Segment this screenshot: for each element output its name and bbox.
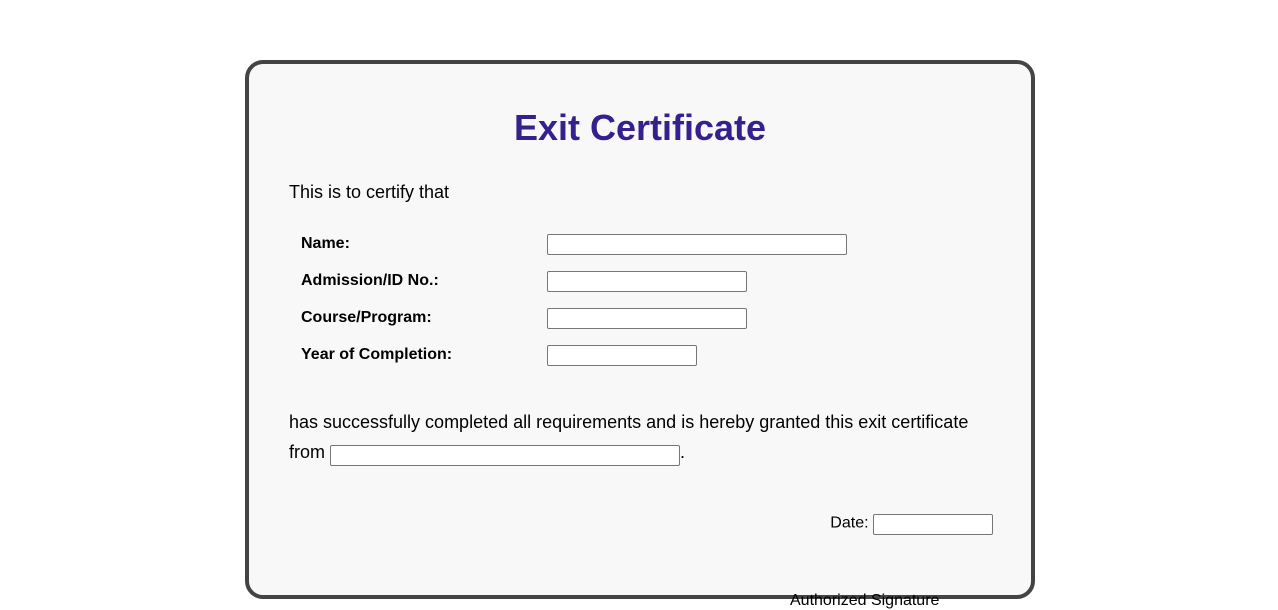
- statement-period: .: [680, 442, 686, 462]
- date-label: Date:: [830, 514, 869, 532]
- course-program-input[interactable]: [547, 308, 747, 329]
- statement-paragraph: [289, 407, 969, 467]
- date-group: [830, 514, 993, 535]
- statement-text: has successfully completed all requirements and is hereby granted this exit certificate from: [289, 412, 969, 462]
- certificate-title: Exit Certificate: [513, 107, 767, 148]
- admission-id-label: Admission/ID No.:: [301, 272, 439, 289]
- signature-label: Authorized Signature: [790, 592, 940, 609]
- certificate-card: [245, 60, 1035, 599]
- year-of-completion-label: Year of Completion:: [301, 346, 453, 363]
- name-input[interactable]: [547, 234, 847, 255]
- name-label: Name:: [301, 235, 350, 252]
- admission-id-input[interactable]: [547, 271, 747, 292]
- institution-input[interactable]: [330, 445, 680, 466]
- course-program-label: Course/Program:: [301, 309, 432, 326]
- year-of-completion-input[interactable]: [547, 345, 697, 366]
- date-input[interactable]: [873, 514, 993, 535]
- intro-text: This is to certify that: [289, 182, 450, 202]
